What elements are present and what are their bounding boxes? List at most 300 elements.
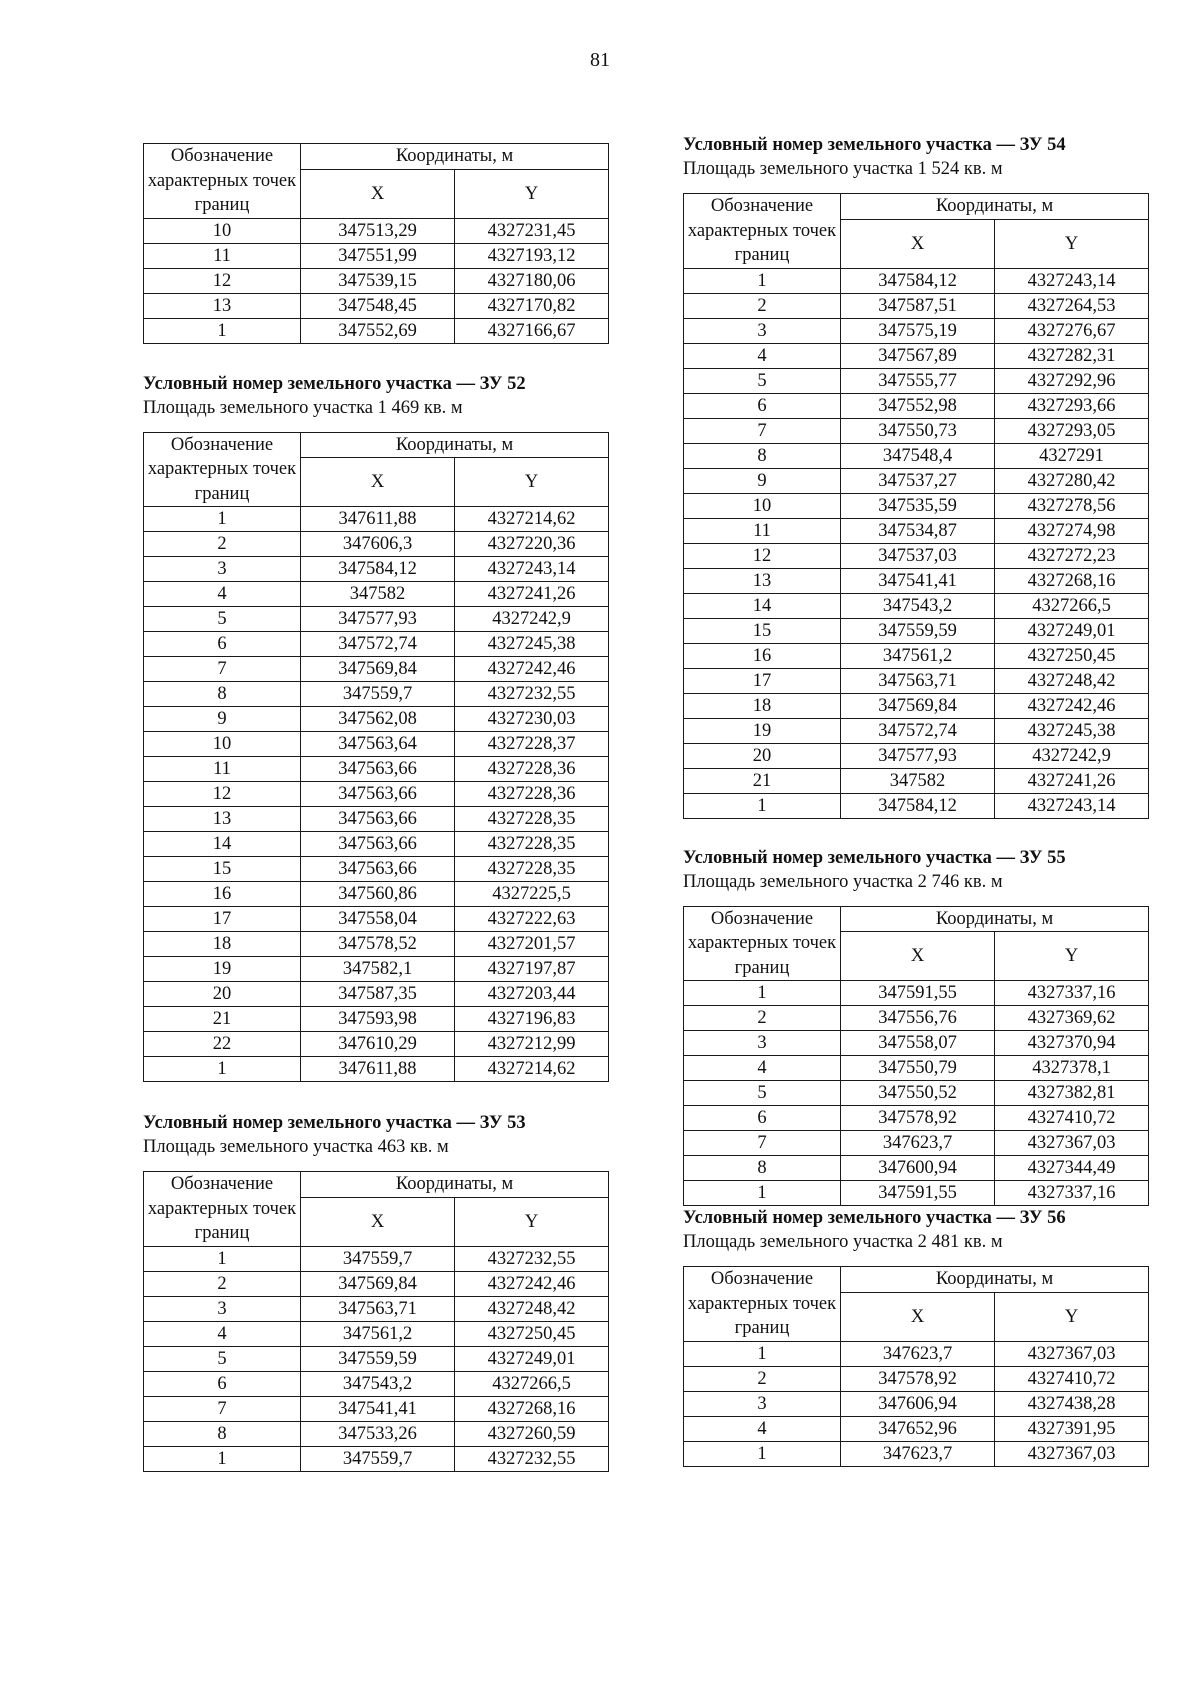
table-row — [144, 832, 609, 857]
section-zu53 — [143, 1111, 608, 1472]
x-cell: 347561,2 — [841, 643, 995, 668]
y-cell: 4327367,03 — [995, 1441, 1149, 1466]
table-row — [684, 1006, 1149, 1031]
table-row — [144, 1421, 609, 1446]
point-cell: 7 — [144, 657, 301, 682]
point-cell: 17 — [144, 907, 301, 932]
x-cell: 347550,73 — [841, 418, 995, 443]
section-title: Условный номер земельного участка — ЗУ 52 — [143, 373, 526, 394]
x-cell: 347543,2 — [301, 1371, 455, 1396]
y-header: Y — [455, 169, 609, 218]
section-area: Площадь земельного участка 2 746 кв. м — [683, 871, 1003, 892]
y-cell: 4327410,72 — [995, 1366, 1149, 1391]
point-cell: 13 — [684, 568, 841, 593]
x-header: X — [841, 1292, 995, 1341]
table-row — [144, 682, 609, 707]
y-cell: 4327264,53 — [995, 293, 1149, 318]
table-row — [684, 1391, 1149, 1416]
point-cell: 11 — [144, 757, 301, 782]
x-cell: 347569,84 — [301, 1271, 455, 1296]
point-header: Обозначение характерных точек границ — [144, 1172, 301, 1247]
x-cell: 347559,7 — [301, 1246, 455, 1271]
point-cell: 8 — [144, 1421, 301, 1446]
y-cell: 4327230,03 — [455, 707, 609, 732]
y-cell: 4327220,36 — [455, 532, 609, 557]
point-cell: 8 — [684, 1156, 841, 1181]
table-row — [684, 1416, 1149, 1441]
point-cell: 1 — [144, 507, 301, 532]
y-cell: 4327166,67 — [455, 318, 609, 343]
table-row — [144, 1271, 609, 1296]
point-cell: 1 — [684, 1341, 841, 1366]
table-row — [144, 932, 609, 957]
point-cell: 3 — [144, 1296, 301, 1321]
y-cell: 4327243,14 — [455, 557, 609, 582]
x-header: X — [301, 1197, 455, 1246]
point-cell: 20 — [684, 743, 841, 768]
table-row — [144, 507, 609, 532]
table-row — [144, 1032, 609, 1057]
point-header: Обозначение характерных точек границ — [684, 906, 841, 981]
point-cell: 1 — [144, 1057, 301, 1082]
x-cell: 347577,93 — [841, 743, 995, 768]
section-area: Площадь земельного участка 1 524 кв. м — [683, 159, 1003, 179]
point-cell: 4 — [684, 1416, 841, 1441]
x-cell: 347559,59 — [841, 618, 995, 643]
point-cell: 7 — [144, 1396, 301, 1421]
y-cell: 4327282,31 — [995, 343, 1149, 368]
section-title: Условный номер земельного участка — ЗУ 53 — [143, 1113, 526, 1133]
point-cell: 6 — [144, 632, 301, 657]
x-cell: 347548,45 — [301, 293, 455, 318]
y-cell: 4327382,81 — [995, 1081, 1149, 1106]
y-cell: 4327293,66 — [995, 393, 1149, 418]
y-cell: 4327203,44 — [455, 982, 609, 1007]
x-cell: 347534,87 — [841, 518, 995, 543]
point-cell: 10 — [684, 493, 841, 518]
point-cell: 6 — [684, 1106, 841, 1131]
x-header: X — [301, 169, 455, 218]
point-cell: 15 — [144, 857, 301, 882]
point-cell: 6 — [684, 393, 841, 418]
point-cell: 1 — [144, 318, 301, 343]
table-row — [684, 268, 1149, 293]
x-cell: 347559,59 — [301, 1346, 455, 1371]
point-cell: 3 — [684, 1031, 841, 1056]
table-row — [144, 1446, 609, 1471]
header-row — [144, 144, 609, 170]
x-cell: 347537,03 — [841, 543, 995, 568]
x-cell: 347569,84 — [841, 693, 995, 718]
y-cell: 4327228,36 — [455, 782, 609, 807]
x-cell: 347563,71 — [841, 668, 995, 693]
point-cell: 1 — [144, 1246, 301, 1271]
y-cell: 4327232,55 — [455, 682, 609, 707]
x-cell: 347584,12 — [841, 793, 995, 818]
y-cell: 4327193,12 — [455, 243, 609, 268]
x-cell: 347567,89 — [841, 343, 995, 368]
y-cell: 4327370,94 — [995, 1031, 1149, 1056]
y-header: Y — [995, 932, 1149, 981]
table-row — [684, 1106, 1149, 1131]
x-cell: 347610,29 — [301, 1032, 455, 1057]
table-row — [144, 707, 609, 732]
point-cell: 9 — [684, 468, 841, 493]
table-row — [144, 293, 609, 318]
point-cell: 2 — [684, 1366, 841, 1391]
table-row — [684, 1366, 1149, 1391]
y-cell: 4327293,05 — [995, 418, 1149, 443]
y-cell: 4327231,45 — [455, 218, 609, 243]
point-cell: 6 — [144, 1371, 301, 1396]
x-header: X — [841, 932, 995, 981]
y-cell: 4327242,46 — [455, 1271, 609, 1296]
table-row — [684, 643, 1149, 668]
x-cell: 347591,55 — [841, 1181, 995, 1206]
table-row — [144, 957, 609, 982]
y-cell: 4327245,38 — [455, 632, 609, 657]
point-cell: 14 — [684, 593, 841, 618]
coords-header: Координаты, м — [841, 194, 1149, 220]
section-title: Условный номер земельного участка — ЗУ 56 — [683, 1208, 1066, 1228]
y-header: Y — [995, 1292, 1149, 1341]
table-row — [144, 757, 609, 782]
y-cell: 4327170,82 — [455, 293, 609, 318]
x-cell: 347561,2 — [301, 1321, 455, 1346]
table-row — [144, 268, 609, 293]
point-cell: 2 — [684, 1006, 841, 1031]
table-row — [684, 443, 1149, 468]
coordinates-table — [143, 1171, 609, 1472]
table-row — [144, 1321, 609, 1346]
y-cell: 4327242,46 — [995, 693, 1149, 718]
x-cell: 347550,79 — [841, 1056, 995, 1081]
x-cell: 347563,66 — [301, 757, 455, 782]
table-row — [144, 557, 609, 582]
left-column — [143, 143, 608, 1472]
point-cell: 16 — [144, 882, 301, 907]
header-row — [684, 1267, 1149, 1293]
x-cell: 347591,55 — [841, 981, 995, 1006]
table-row — [684, 393, 1149, 418]
point-cell: 5 — [144, 1346, 301, 1371]
y-cell: 4327291 — [995, 443, 1149, 468]
point-cell: 4 — [144, 1321, 301, 1346]
x-cell: 347578,92 — [841, 1106, 995, 1131]
table-row — [684, 518, 1149, 543]
x-cell: 347559,7 — [301, 1446, 455, 1471]
y-cell: 4327180,06 — [455, 268, 609, 293]
point-cell: 1 — [144, 1446, 301, 1471]
point-cell: 10 — [144, 218, 301, 243]
point-cell: 18 — [684, 693, 841, 718]
x-cell: 347572,74 — [301, 632, 455, 657]
table-row — [684, 1056, 1149, 1081]
section-area: Площадь земельного участка 2 481 кв. м — [683, 1232, 1003, 1252]
coords-header: Координаты, м — [841, 1267, 1149, 1293]
section-continued — [143, 143, 608, 344]
x-cell: 347563,66 — [301, 857, 455, 882]
x-cell: 347548,4 — [841, 443, 995, 468]
x-cell: 347652,96 — [841, 1416, 995, 1441]
table-row — [684, 718, 1149, 743]
y-cell: 4327228,37 — [455, 732, 609, 757]
x-cell: 347611,88 — [301, 507, 455, 532]
table-row — [684, 768, 1149, 793]
point-cell: 13 — [144, 293, 301, 318]
y-cell: 4327248,42 — [995, 668, 1149, 693]
y-cell: 4327337,16 — [995, 1181, 1149, 1206]
table-row — [144, 907, 609, 932]
point-cell: 1 — [684, 268, 841, 293]
point-cell: 16 — [684, 643, 841, 668]
y-cell: 4327378,1 — [995, 1056, 1149, 1081]
table-row — [144, 782, 609, 807]
point-cell: 2 — [144, 1271, 301, 1296]
table-row — [684, 1441, 1149, 1466]
point-cell: 21 — [144, 1007, 301, 1032]
y-cell: 4327241,26 — [995, 768, 1149, 793]
table-row — [684, 543, 1149, 568]
y-cell: 4327250,45 — [455, 1321, 609, 1346]
point-cell: 2 — [144, 532, 301, 557]
x-cell: 347587,35 — [301, 982, 455, 1007]
table-row — [684, 693, 1149, 718]
x-cell: 347559,7 — [301, 682, 455, 707]
x-cell: 347577,93 — [301, 607, 455, 632]
y-cell: 4327241,26 — [455, 582, 609, 607]
y-cell: 4327228,36 — [455, 757, 609, 782]
table-row — [144, 1057, 609, 1082]
table-row — [144, 607, 609, 632]
point-header: Обозначение характерных точек границ — [144, 144, 301, 219]
x-cell: 347563,64 — [301, 732, 455, 757]
table-row — [144, 532, 609, 557]
x-cell: 347558,04 — [301, 907, 455, 932]
table-row — [684, 743, 1149, 768]
point-cell: 5 — [684, 368, 841, 393]
y-cell: 4327243,14 — [995, 268, 1149, 293]
coords-header: Координаты, м — [301, 144, 609, 170]
x-cell: 347606,94 — [841, 1391, 995, 1416]
point-cell: 5 — [684, 1081, 841, 1106]
section-area: Площадь земельного участка 463 кв. м — [143, 1137, 449, 1157]
x-cell: 347611,88 — [301, 1057, 455, 1082]
x-cell: 347560,86 — [301, 882, 455, 907]
table-row — [144, 1396, 609, 1421]
section-area: Площадь земельного участка 1 469 кв. м — [143, 397, 463, 418]
x-cell: 347563,66 — [301, 807, 455, 832]
point-cell: 19 — [144, 957, 301, 982]
point-cell: 21 — [684, 768, 841, 793]
x-header: X — [841, 219, 995, 268]
x-cell: 347572,74 — [841, 718, 995, 743]
table-row — [144, 857, 609, 882]
table-row — [684, 568, 1149, 593]
table-row — [684, 468, 1149, 493]
point-cell: 19 — [684, 718, 841, 743]
x-cell: 347535,59 — [841, 493, 995, 518]
point-cell: 3 — [684, 318, 841, 343]
x-cell: 347543,2 — [841, 593, 995, 618]
point-cell: 22 — [144, 1032, 301, 1057]
y-cell: 4327276,67 — [995, 318, 1149, 343]
table-row — [684, 981, 1149, 1006]
y-header: Y — [995, 219, 1149, 268]
x-cell: 347555,77 — [841, 368, 995, 393]
y-cell: 4327197,87 — [455, 957, 609, 982]
y-header: Y — [455, 1197, 609, 1246]
y-cell: 4327249,01 — [995, 618, 1149, 643]
point-cell: 1 — [684, 793, 841, 818]
y-cell: 4327243,14 — [995, 793, 1149, 818]
x-cell: 347623,7 — [841, 1341, 995, 1366]
y-cell: 4327245,38 — [995, 718, 1149, 743]
point-cell: 14 — [144, 832, 301, 857]
table-row — [144, 882, 609, 907]
table-row — [684, 368, 1149, 393]
y-header: Y — [455, 458, 609, 507]
point-cell: 12 — [144, 782, 301, 807]
x-cell: 347563,66 — [301, 782, 455, 807]
section-zu56 — [683, 1206, 1148, 1467]
y-cell: 4327367,03 — [995, 1341, 1149, 1366]
x-cell: 347551,99 — [301, 243, 455, 268]
table-row — [684, 1181, 1149, 1206]
table-row — [684, 1341, 1149, 1366]
x-cell: 347537,27 — [841, 468, 995, 493]
y-cell: 4327266,5 — [995, 593, 1149, 618]
y-cell: 4327369,62 — [995, 1006, 1149, 1031]
x-cell: 347552,98 — [841, 393, 995, 418]
point-cell: 4 — [144, 582, 301, 607]
table-row — [144, 1007, 609, 1032]
x-cell: 347584,12 — [301, 557, 455, 582]
point-cell: 12 — [684, 543, 841, 568]
x-cell: 347569,84 — [301, 657, 455, 682]
point-cell: 17 — [684, 668, 841, 693]
coordinates-table — [683, 193, 1149, 819]
y-cell: 4327250,45 — [995, 643, 1149, 668]
coords-header: Координаты, м — [841, 906, 1149, 932]
table-row — [684, 1131, 1149, 1156]
x-cell: 347562,08 — [301, 707, 455, 732]
section-title: Условный номер земельного участка — ЗУ 54 — [683, 135, 1066, 155]
x-cell: 347578,52 — [301, 932, 455, 957]
point-cell: 4 — [684, 343, 841, 368]
y-cell: 4327242,46 — [455, 657, 609, 682]
table-row — [684, 793, 1149, 818]
x-header: X — [301, 458, 455, 507]
table-row — [144, 732, 609, 757]
table-row — [144, 807, 609, 832]
x-cell: 347575,19 — [841, 318, 995, 343]
table-row — [144, 657, 609, 682]
table-row — [144, 218, 609, 243]
point-cell: 1 — [684, 1441, 841, 1466]
y-cell: 4327292,96 — [995, 368, 1149, 393]
y-cell: 4327201,57 — [455, 932, 609, 957]
x-cell: 347563,71 — [301, 1296, 455, 1321]
y-cell: 4327196,83 — [455, 1007, 609, 1032]
point-cell: 1 — [684, 1181, 841, 1206]
table-row — [144, 1296, 609, 1321]
table-row — [684, 1081, 1149, 1106]
point-cell: 3 — [144, 557, 301, 582]
point-cell: 8 — [684, 443, 841, 468]
y-cell: 4327367,03 — [995, 1131, 1149, 1156]
x-cell: 347582 — [301, 582, 455, 607]
table-row — [684, 293, 1149, 318]
point-cell: 12 — [144, 268, 301, 293]
y-cell: 4327391,95 — [995, 1416, 1149, 1441]
y-cell: 4327272,23 — [995, 543, 1149, 568]
table-row — [684, 618, 1149, 643]
x-cell: 347558,07 — [841, 1031, 995, 1056]
right-column — [683, 133, 1148, 1467]
table-row — [684, 593, 1149, 618]
point-cell: 2 — [684, 293, 841, 318]
section-zu54 — [683, 133, 1148, 819]
y-cell: 4327410,72 — [995, 1106, 1149, 1131]
coords-header: Координаты, м — [301, 1172, 609, 1198]
point-cell: 11 — [684, 518, 841, 543]
y-cell: 4327278,56 — [995, 493, 1149, 518]
page-number: 81 — [590, 49, 610, 71]
x-cell: 347552,69 — [301, 318, 455, 343]
x-cell: 347541,41 — [841, 568, 995, 593]
point-header: Обозначение характерных точек границ — [684, 194, 841, 269]
y-cell: 4327214,62 — [455, 1057, 609, 1082]
x-cell: 347606,3 — [301, 532, 455, 557]
y-cell: 4327214,62 — [455, 507, 609, 532]
table-row — [684, 1156, 1149, 1181]
header-row — [684, 194, 1149, 220]
table-row — [144, 1371, 609, 1396]
y-cell: 4327228,35 — [455, 832, 609, 857]
y-cell: 4327260,59 — [455, 1421, 609, 1446]
y-cell: 4327248,42 — [455, 1296, 609, 1321]
x-cell: 347533,26 — [301, 1421, 455, 1446]
table-row — [144, 243, 609, 268]
point-cell: 9 — [144, 707, 301, 732]
header-row — [144, 1172, 609, 1198]
x-cell: 347578,92 — [841, 1366, 995, 1391]
table-row — [144, 1246, 609, 1271]
header-row — [144, 432, 609, 458]
y-cell: 4327242,9 — [995, 743, 1149, 768]
table-row — [684, 318, 1149, 343]
table-row — [144, 982, 609, 1007]
coordinates-table — [143, 143, 609, 344]
table-row — [144, 318, 609, 343]
section-zu52 — [143, 372, 608, 1083]
y-cell: 4327344,49 — [995, 1156, 1149, 1181]
table-row — [144, 632, 609, 657]
x-cell: 347593,98 — [301, 1007, 455, 1032]
section-zu55 — [683, 846, 1148, 1207]
table-row — [144, 1346, 609, 1371]
point-cell: 1 — [684, 981, 841, 1006]
point-cell: 4 — [684, 1056, 841, 1081]
point-cell: 15 — [684, 618, 841, 643]
point-cell: 13 — [144, 807, 301, 832]
x-cell: 347539,15 — [301, 268, 455, 293]
x-cell: 347600,94 — [841, 1156, 995, 1181]
x-cell: 347587,51 — [841, 293, 995, 318]
y-cell: 4327337,16 — [995, 981, 1149, 1006]
x-cell: 347623,7 — [841, 1131, 995, 1156]
